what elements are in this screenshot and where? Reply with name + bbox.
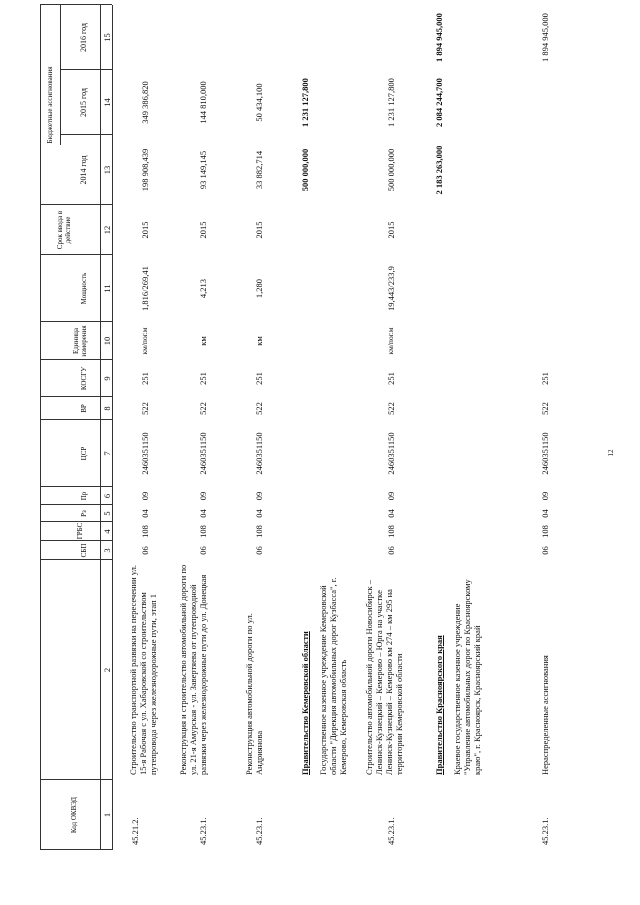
col-num: 2 [102,667,112,673]
kemerovo-2014: 500 000,000 [300,148,310,192]
unallocated-grbs-cell: 108 [540,525,550,538]
header-capacity: Мощность [80,272,88,305]
kemerovo-term-cell: 2015 [386,221,396,239]
row3-2015-cell: 50 434,100 [254,83,264,122]
row2-grbs-cell: 108 [198,525,208,538]
krasnoyarsk-org: Краевое государственное казенное учреждение "Управление автомобильных дорог по Красноярскому краю", г. Красноярск, Красноярский край [452,579,482,775]
row2-csr-cell: 2460351150 [198,432,208,475]
unallocated-2016-cell: 1 894 945,000 [540,13,550,62]
row2-capacity-cell: 4,213 [198,278,208,299]
header-grbs: ГРБС [76,522,84,540]
header-unit: Единица измерения [72,325,88,357]
header-sbp: СБП [80,543,88,558]
unallocated-okved-cell: 45.23.1. [540,817,550,845]
krasnoyarsk-2016: 1 894 945,000 [434,13,444,62]
unallocated-vr-cell: 522 [540,402,550,415]
row2-2014-cell: 93 149,145 [198,150,208,190]
header-2014: 2014 год [79,155,88,185]
col-num: 8 [102,406,112,411]
header-rz: Рз [80,510,88,517]
row1-unit-cell: км/пог.м [140,327,149,355]
kemerovo-okved-cell: 45.23.1. [386,817,396,845]
row3-vr-cell: 522 [254,402,264,415]
header-kod-okved: Код ОКВЭД [70,796,78,834]
row2-term-cell: 2015 [198,221,208,239]
row2-rz-cell: 04 [198,509,208,518]
kemerovo-title: Правительство Кемеровской области [300,631,310,775]
col-num: 6 [102,493,112,499]
row1-2014-cell: 198 908,439 [140,148,150,192]
header-2016: 2016 год [79,23,88,52]
page-number: 12 [607,449,615,457]
kemerovo-pr-cell: 09 [386,491,396,501]
header-kosgu: КОСГУ [80,366,88,391]
col-num: 12 [102,225,112,235]
col-num: 7 [102,451,112,456]
krasnoyarsk-2015: 2 084 244,700 [434,78,444,127]
row2-unit-cell: км [198,336,208,346]
row3-grbs-cell: 108 [254,525,264,538]
row1-vr-cell: 522 [140,402,150,415]
kemerovo-name-cell: Строительство автомобильной дороги Новосибирск – Ленинск-Кузнецкий – Кемерово – Юрга на участке Ленинск-Кузнецкий – Кемерово км 274 – км 295 на территории Кемеровской области [364,580,404,775]
col-num: 5 [102,511,112,516]
row1-sbp-cell: 06 [140,546,150,555]
row1-pr-cell: 09 [140,491,150,501]
row2-2015-cell: 144 810,000 [198,81,208,124]
row1-csr-cell: 2460351150 [140,432,150,475]
row1-term-cell: 2015 [140,221,150,239]
row3-kosgu-cell: 251 [254,372,264,385]
row3-capacity-cell: 1,280 [254,278,264,299]
unallocated-pr-cell: 09 [540,491,550,501]
kemerovo-org: Государственное казенное учреждение Кемеровской области "Дирекция автомобильных дорог Кузбасса", г. Кемерово, Кемеровская область [318,577,348,775]
col-num: 3 [102,548,112,553]
krasnoyarsk-title: Правительство Красноярского края [434,635,444,775]
kemerovo-capacity-cell: 19,443/233,9 [386,266,396,311]
kemerovo-vr-cell: 522 [386,402,396,415]
row1-rz-cell: 04 [140,509,150,518]
col-num: 15 [102,33,112,42]
kemerovo-row-2015-cell: 1 231 127,800 [386,78,396,127]
row1-okved-cell: 45.21.2. [130,817,140,845]
row3-term-cell: 2015 [254,221,264,239]
row2-okved-cell: 45.23.1. [198,817,208,845]
row3-pr-cell: 09 [254,491,264,501]
unallocated-csr-cell: 2460351150 [540,432,550,475]
kemerovo-2015: 1 231 127,800 [300,78,310,127]
krasnoyarsk-2014: 2 183 263,000 [434,145,444,195]
unallocated-kosgu-cell: 251 [540,372,550,385]
kemerovo-kosgu-cell: 251 [386,372,396,385]
kemerovo-rz-cell: 04 [386,509,396,518]
unallocated-sbp-cell: 06 [540,546,550,555]
row3-name-cell: Реконструкция автомобильной дороги по ул. Андриянова [244,613,264,775]
row1-grbs-cell: 108 [140,525,150,538]
col-num: 10 [102,336,112,346]
unallocated-rz-cell: 04 [540,509,550,518]
row1-kosgu-cell: 251 [140,372,150,385]
kemerovo-grbs-cell: 108 [386,525,396,538]
col-num: 1 [102,812,112,818]
header-2015: 2015 год [79,88,88,117]
row3-rz-cell: 04 [254,509,264,518]
row3-csr-cell: 2460351150 [254,432,264,475]
col-num: 11 [102,284,112,293]
row1-capacity-cell: 1,816/269,41 [140,266,150,311]
row2-vr-cell: 522 [198,402,208,415]
row1-name-cell: Строительство транспортной развязки на пересечении ул. 15-я Рабочая с ул. Хабаровской со строительством путепровода через железнодорожные пути, этап 1 [128,565,158,775]
header-budget: Бюджетные ассигнования [46,66,54,144]
unallocated-name-cell: Нераспределенные ассигнования [540,655,550,775]
header-csr: ЦСР [80,446,88,461]
col-num: 14 [102,98,112,107]
header-vr: ВР [80,404,88,413]
row3-unit-cell: км [254,336,264,346]
kemerovo-row-2014-cell: 500 000,000 [386,148,396,192]
row2-name-cell: Реконструкция и строительство автомобильной дороги по ул. 21-я Амурская - ул. Завертяева от путепроводной развязки через железнодорожные пути до ул. Донецкая [178,564,208,775]
row1-2015-cell: 349 386,820 [140,81,150,124]
row2-kosgu-cell: 251 [198,372,208,385]
header-term: Срок ввода в действие [56,210,72,250]
kemerovo-sbp-cell: 06 [386,546,396,555]
row3-sbp-cell: 06 [254,546,264,555]
col-num: 4 [102,529,112,534]
row2-sbp-cell: 06 [198,546,208,555]
row2-pr-cell: 09 [198,491,208,501]
kemerovo-csr-cell: 2460351150 [386,432,396,475]
col-num: 13 [102,165,112,175]
kemerovo-unit-cell: км/пог.м [386,327,395,355]
col-num: 9 [102,376,112,381]
row3-2014-cell: 33 882,714 [254,150,264,190]
row3-okved-cell: 45.23.1. [254,817,264,845]
header-pr: Пр [80,491,88,501]
